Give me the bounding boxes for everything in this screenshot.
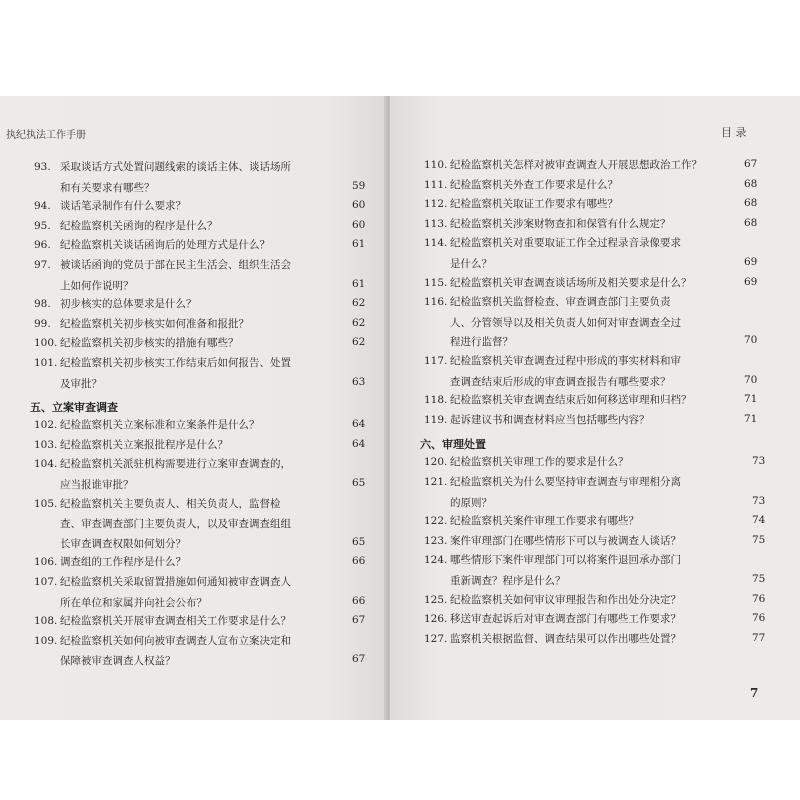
toc-entry-number: 98. xyxy=(34,298,51,311)
toc-page-number: 63 xyxy=(352,375,366,388)
toc-entry-title: 纪检监察机关立案报批程序是什么？ xyxy=(60,438,228,451)
toc-entry-number: 126. xyxy=(424,613,448,626)
toc-entry-number: 120. xyxy=(424,456,448,469)
toc-entry-number: 124. xyxy=(424,554,448,567)
toc-page-number: 66 xyxy=(352,594,366,607)
toc-entry xyxy=(424,158,702,172)
toc-entry xyxy=(424,612,681,626)
toc-entry-number: 123. xyxy=(424,534,448,547)
toc-entry-title: 纪检监察机关初步核实如何准备和报批？ xyxy=(60,317,249,330)
toc-entry-title: 纪检监察机关初步核实工作结束后如何报告、处置 xyxy=(60,357,291,369)
toc-page-number: 65 xyxy=(352,477,366,489)
toc-entry-title: 查、审查调查部门主要负责人，以及审查调查组组 xyxy=(60,518,291,531)
toc-entry-number: 95. xyxy=(34,219,51,232)
toc-entry-number: 93. xyxy=(34,161,51,173)
toc-entry-title: 纪检监察机关审查调查结束后如何移送审理和归档？ xyxy=(450,394,692,407)
toc-entry-title: 纪检监察机关涉案财物查扣和保管有什么规定？ xyxy=(450,217,671,230)
toc-entry-title: 纪检监察机关如何审议审理报告和作出处分决定？ xyxy=(450,593,681,606)
toc-entry-title: 初步核实的总体要求是什么？ xyxy=(60,298,197,311)
toc-page-number: 61 xyxy=(352,277,366,290)
toc-entry xyxy=(34,336,239,350)
toc-entry xyxy=(424,632,681,646)
toc-entry-number: 125. xyxy=(424,593,448,606)
section-heading: 五、立案审查调查 xyxy=(30,401,118,415)
toc-entry-number: 97. xyxy=(34,259,51,271)
toc-entry-number: 122. xyxy=(424,515,448,528)
toc-page-number: 69 xyxy=(744,275,758,288)
toc-entry-number: 108. xyxy=(34,615,58,628)
toc-entry-title: 案件审理部门在哪些情形下可以与被调查人谈话？ xyxy=(450,534,681,547)
toc-page-number: 67 xyxy=(744,158,758,170)
toc-page-number: 62 xyxy=(352,336,366,349)
toc-entry-title: 哪些情形下案件审理部门可以将案件退回承办部门 xyxy=(450,554,681,567)
toc-page-number: 70 xyxy=(744,334,758,347)
toc-entry-title: 纪检监察机关取证工作要求有哪些？ xyxy=(450,198,618,211)
toc-entry-title: 纪检监察机关初步核实的措施有哪些？ xyxy=(60,337,239,350)
toc-entry-title: 纪检监察机关怎样对被审查调查人开展思想政治工作？ xyxy=(450,159,702,171)
toc-entry-number: 107. xyxy=(34,576,58,588)
toc-entry xyxy=(424,295,671,309)
toc-entry-number: 110. xyxy=(424,159,448,171)
toc-entry-title: 纪检监察机关函询的程序是什么？ xyxy=(60,219,218,232)
toc-entry xyxy=(34,457,291,471)
toc-entry xyxy=(424,236,681,250)
toc-entry-title: 纪检监察机关外查工作要求是什么？ xyxy=(450,178,618,191)
toc-entry-title: 纪检监察机关如何向被审查调查人宣布立案决定和 xyxy=(60,634,291,647)
toc-entry-number: 102. xyxy=(34,419,58,432)
toc-page-number: 77 xyxy=(752,631,766,644)
toc-page-number: 59 xyxy=(352,179,366,192)
toc-entry xyxy=(424,354,681,368)
toc-entry-title: 人、分管领导以及相关负责人如何对审查调查全过 xyxy=(450,316,681,329)
toc-entry xyxy=(34,614,291,628)
toc-entry-title: 纪检监察机关审查调查谈话场所及相关要求是什么？ xyxy=(450,276,692,289)
toc-entry xyxy=(34,418,260,432)
toc-entry-number: 115. xyxy=(424,276,448,289)
toc-entry xyxy=(34,555,186,569)
toc-entry xyxy=(424,455,629,469)
toc-page-number: 70 xyxy=(744,373,758,386)
toc-entry xyxy=(424,276,692,290)
toc-entry-number: 104. xyxy=(34,458,58,471)
toc-entry xyxy=(34,356,291,370)
toc-page-number: 71 xyxy=(744,393,758,406)
left-page xyxy=(0,96,386,720)
toc-entry-title: 重新调查？程序是什么？ xyxy=(450,575,566,587)
toc-entry-title: 所在单位和家属并向社会公布？ xyxy=(60,596,207,609)
toc-entry xyxy=(34,258,291,272)
toc-entry-title: 纪检监察机关案件审理工作要求有哪些？ xyxy=(450,515,639,528)
toc-page-number: 76 xyxy=(752,612,766,625)
toc-entry-title: 谈话笔录制作有什么要求？ xyxy=(60,200,186,213)
running-head: 目 录 xyxy=(721,126,747,139)
toc-page-number: 62 xyxy=(352,297,366,310)
toc-entry-title: 是什么？ xyxy=(450,258,492,270)
toc-entry-title: 长审查调查权限如何划分？ xyxy=(60,537,186,550)
toc-entry-title: 移送审查起诉后对审查调查部门有哪些工作要求？ xyxy=(450,613,681,626)
toc-entry xyxy=(34,238,270,252)
toc-entry-title: 采取谈话方式处置问题线索的谈话主体、谈话场所 xyxy=(60,161,291,173)
toc-entry xyxy=(424,514,639,528)
toc-entry-title: 纪检监察机关派驻机构需要进行立案审查调查的， xyxy=(60,458,291,471)
toc-page-number: 64 xyxy=(352,437,366,450)
toc-entry-number: 94. xyxy=(34,200,51,213)
toc-entry xyxy=(34,160,291,174)
toc-page-number: 62 xyxy=(352,316,366,329)
toc-entry-title: 纪检监察机关审理工作的要求是什么？ xyxy=(450,456,629,469)
toc-entry xyxy=(424,197,618,211)
toc-entry-number: 105. xyxy=(34,497,58,510)
toc-entry-title: 纪检监察机关为什么要坚持审查调查与审理相分离 xyxy=(450,476,681,488)
toc-page-number: 67 xyxy=(352,614,366,627)
toc-entry-title: 纪检监察机关谈话函询后的处理方式是什么？ xyxy=(60,239,270,252)
toc-entry xyxy=(34,497,281,511)
toc-entry xyxy=(34,199,186,213)
toc-page-number: 68 xyxy=(744,197,758,210)
toc-page-number: 67 xyxy=(352,653,366,666)
toc-page-number: 73 xyxy=(752,494,766,507)
running-head: 执纪执法工作手册 xyxy=(6,130,86,141)
toc-entry-number: 117. xyxy=(424,355,448,367)
toc-entry-title: 纪检监察机关监督检查、审查调查部门主要负责 xyxy=(450,296,671,309)
toc-page-number: 73 xyxy=(752,455,766,468)
toc-page-number: 61 xyxy=(352,238,366,251)
toc-entry xyxy=(424,593,681,607)
toc-entry-title: 保障被审查调查人权益？ xyxy=(60,655,176,668)
toc-entry-number: 101. xyxy=(34,357,58,369)
toc-entry xyxy=(34,219,218,233)
toc-entry-number: 109. xyxy=(34,634,58,647)
toc-entry xyxy=(34,317,249,331)
toc-entry-title: 应当报谁审批？ xyxy=(60,479,134,491)
toc-entry xyxy=(424,553,681,567)
toc-entry-number: 96. xyxy=(34,239,51,252)
section-heading: 六、审理处置 xyxy=(420,438,486,452)
toc-page-number: 68 xyxy=(744,177,758,190)
toc-entry xyxy=(424,534,681,548)
toc-entry-number: 100. xyxy=(34,337,58,350)
toc-entry-number: 127. xyxy=(424,632,448,645)
toc-entry-number: 116. xyxy=(424,296,448,309)
toc-entry-title: 及审批？ xyxy=(60,377,102,390)
open-book xyxy=(0,96,800,720)
toc-entry-title: 监察机关根据监督、调查结果可以作出哪些处置？ xyxy=(450,632,681,645)
toc-page-number: 60 xyxy=(352,199,366,212)
toc-entry xyxy=(424,178,618,192)
toc-page-number: 75 xyxy=(752,573,766,585)
toc-entry-title: 调查组的工作程序是什么？ xyxy=(60,556,186,569)
toc-entry-number: 121. xyxy=(424,476,448,488)
toc-entry-number: 99. xyxy=(34,317,51,330)
page-number: 7 xyxy=(750,686,759,700)
toc-entry-number: 114. xyxy=(424,237,448,250)
toc-entry-title: 程进行监督？ xyxy=(450,336,513,349)
toc-page-number: 66 xyxy=(352,555,366,568)
toc-page-number: 68 xyxy=(744,216,758,229)
toc-entry-number: 119. xyxy=(424,413,448,426)
toc-entry xyxy=(424,475,681,489)
toc-entry-title: 纪检监察机关立案标准和立案条件是什么？ xyxy=(60,419,260,432)
toc-page-number: 65 xyxy=(352,535,366,548)
toc-entry-title: 查调查结束后形成的审查调查报告有哪些要求？ xyxy=(450,375,671,388)
toc-entry-title: 纪检监察机关开展审查调查相关工作要求是什么？ xyxy=(60,615,291,628)
toc-entry xyxy=(424,217,671,231)
toc-entry-title: 起诉建议书和调查材料应当包括哪些内容？ xyxy=(450,413,650,426)
toc-entry-title: 上如何作说明？ xyxy=(60,279,134,292)
toc-page-number: 74 xyxy=(752,514,766,527)
toc-page-number: 64 xyxy=(352,418,366,431)
toc-entry-number: 111. xyxy=(424,178,448,191)
toc-entry-title: 纪检监察机关主要负责人、相关负责人，监督检 xyxy=(60,497,281,510)
toc-entry xyxy=(34,575,291,589)
toc-entry-number: 118. xyxy=(424,394,448,407)
toc-entry xyxy=(34,634,291,648)
right-page xyxy=(390,96,800,720)
toc-entry-number: 112. xyxy=(424,198,448,211)
toc-entry-title: 和有关要求有哪些？ xyxy=(60,181,155,194)
toc-page-number: 76 xyxy=(752,592,766,605)
toc-page-number: 71 xyxy=(744,412,758,425)
toc-entry-title: 被谈话函询的党员于部在民主生活会、组织生活会 xyxy=(60,259,291,271)
toc-entry-number: 103. xyxy=(34,438,58,451)
toc-entry xyxy=(424,393,692,407)
toc-entry xyxy=(34,297,197,311)
toc-entry-number: 113. xyxy=(424,217,448,230)
toc-entry xyxy=(34,438,228,452)
toc-entry-title: 纪检监察机关对重要取证工作全过程录音录像要求 xyxy=(450,237,681,250)
toc-page-number: 60 xyxy=(352,218,366,231)
toc-entry-title: 的原则？ xyxy=(450,496,492,509)
toc-entry-title: 纪检监察机关采取留置措施如何通知被审查调查人 xyxy=(60,576,291,588)
toc-entry-title: 纪检监察机关审查调查过程中形成的事实材料和审 xyxy=(450,355,681,367)
toc-page-number: 69 xyxy=(744,256,758,268)
toc-entry xyxy=(424,413,650,427)
toc-page-number: 75 xyxy=(752,533,766,546)
toc-entry-number: 106. xyxy=(34,556,58,569)
